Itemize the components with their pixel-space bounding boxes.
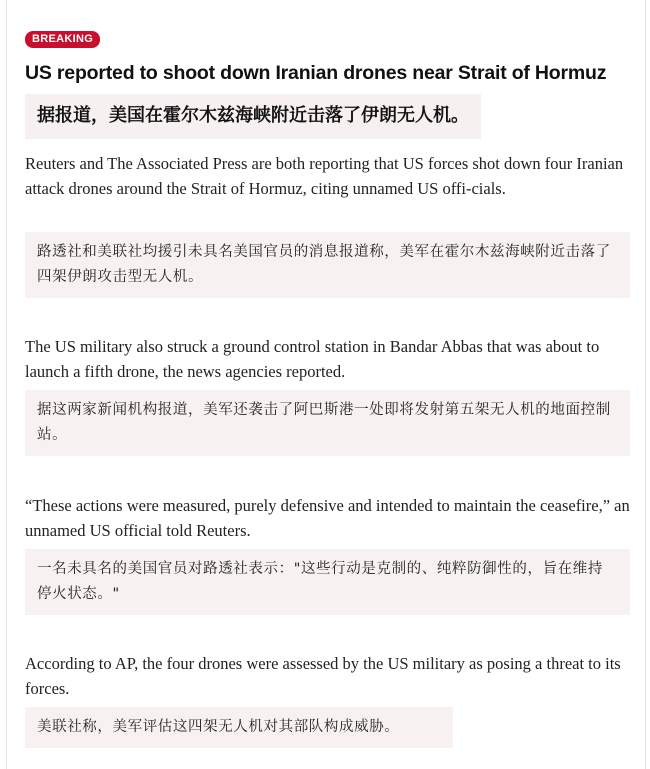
headline-translation: 据报道，美国在霍尔木兹海峡附近击落了伊朗无人机。 (25, 94, 481, 139)
paragraph-2-english: The US military also struck a ground control station in Bandar Abbas that was about to launch a fifth drone, the news agencies reported. (25, 337, 600, 381)
article-card (6, 0, 646, 769)
paragraph-3-english: “These actions were measured, purely defensive and intended to maintain the ceasefire,” an unnamed US official told Reuters. (25, 496, 630, 540)
paragraph-3-translation: 一名未具名的美国官员对路透社表示："这些行动是克制的、纯粹防御性的，旨在维持停火状态。" (25, 549, 630, 615)
paragraph-2-translation: 据这两家新闻机构报道，美军还袭击了阿巴斯港一处即将发射第五架无人机的地面控制站。 (25, 390, 630, 456)
paragraph-4-english: According to AP, the four drones were assessed by the US military as posing a threat to its forces. (25, 654, 621, 698)
breaking-badge: BREAKING (25, 31, 100, 48)
paragraph-1-translation: 路透社和美联社均援引未具名美国官员的消息报道称，美军在霍尔木兹海峡附近击落了四架伊朗攻击型无人机。 (25, 232, 630, 298)
headline: US reported to shoot down Iranian drones near Strait of Hormuz (25, 62, 607, 84)
paragraph-4-translation: 美联社称，美军评估这四架无人机对其部队构成威胁。 (25, 707, 453, 748)
paragraph-1-english: Reuters and The Associated Press are both reporting that US forces shot down four Iranian attack drones around the Strait of Hormuz, citing unnamed US offi-cials. (25, 154, 624, 198)
